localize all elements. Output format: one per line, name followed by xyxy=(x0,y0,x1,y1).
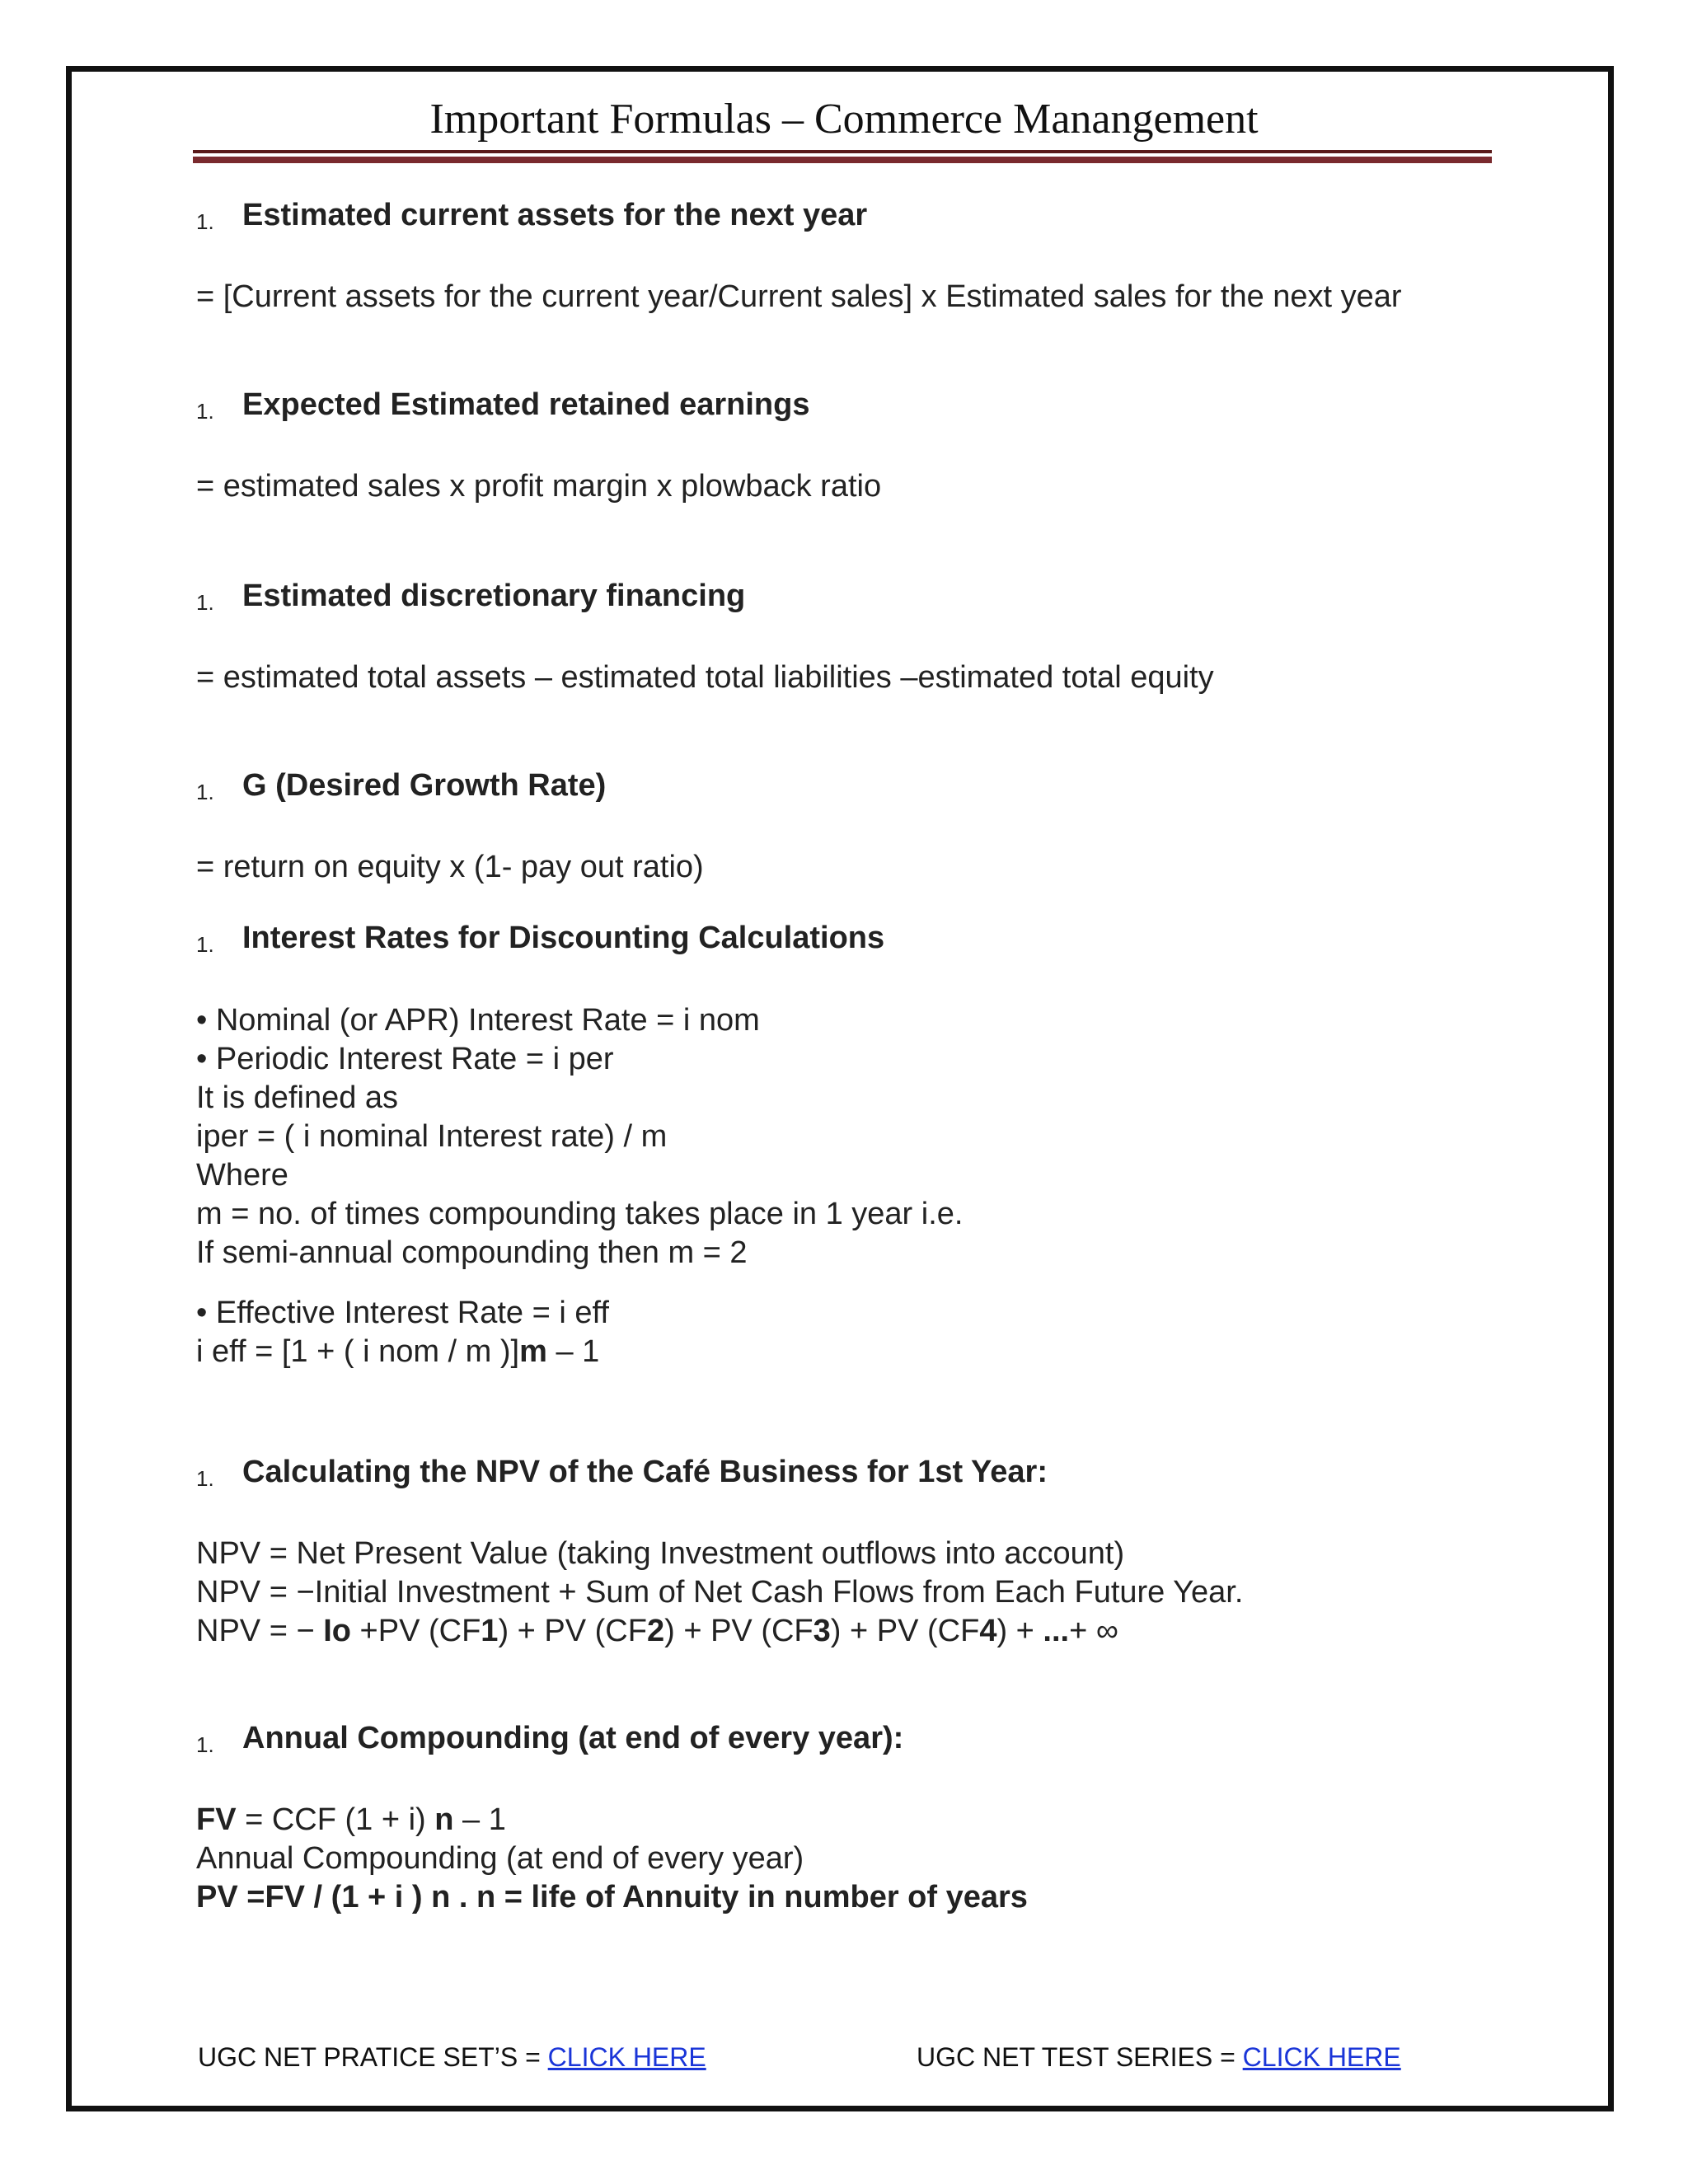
formula-part: – 1 xyxy=(546,1334,600,1369)
practice-sets-link[interactable]: CLICK HERE xyxy=(547,2042,706,2072)
text-line: • Effective Interest Rate = i eff xyxy=(196,1296,609,1330)
section-number: 1. xyxy=(196,932,214,957)
section-heading: Expected Estimated retained earnings xyxy=(242,387,810,422)
formula-part: + ∞ xyxy=(1069,1614,1118,1648)
section-number: 1. xyxy=(196,590,214,615)
formula-part-bold: ... xyxy=(1043,1614,1070,1648)
formula-part-bold: 3 xyxy=(813,1614,831,1648)
formula-part: ) + PV (CF xyxy=(664,1614,814,1648)
formula-effective-rate xyxy=(196,1333,609,1371)
formula-part: +PV (CF xyxy=(350,1614,481,1648)
section-number: 1. xyxy=(196,399,214,424)
section-heading: Interest Rates for Discounting Calculations xyxy=(242,921,885,955)
formula-part: = CCF (1 + i) xyxy=(236,1802,435,1837)
footer-label: UGC NET PRATICE SET’S = xyxy=(198,2042,548,2072)
effective-rate-lines xyxy=(196,1294,609,1371)
formula-part: NPV = − xyxy=(196,1614,324,1648)
formula: = [Current assets for the current year/Current sales] x Estimated sales for the next year xyxy=(196,279,1402,314)
text-line: iper = ( i nominal Interest rate) / m xyxy=(196,1119,668,1154)
formula-part-bold: Io xyxy=(323,1614,351,1648)
section-heading: Estimated discretionary financing xyxy=(242,579,746,613)
title-underline-thick xyxy=(193,157,1492,163)
interest-rate-lines xyxy=(196,1001,963,1272)
formula-part-bold: FV xyxy=(196,1802,237,1837)
text-line: NPV = −Initial Investment + Sum of Net Cash Flows from Each Future Year. xyxy=(196,1575,1244,1610)
section-number: 1. xyxy=(196,1466,214,1491)
formula-part-bold: 2 xyxy=(646,1614,665,1648)
formula-part: ) + PV (CF xyxy=(830,1614,980,1648)
formula-part: i eff = [1 + ( i nom / m )] xyxy=(196,1334,520,1369)
section-heading: Estimated current assets for the next year xyxy=(242,198,868,232)
compounding-lines xyxy=(196,1801,1028,1917)
formula-part-bold: n xyxy=(434,1802,454,1837)
footer-practice-sets xyxy=(198,2042,706,2073)
pv-formula: PV =FV / (1 + i ) n . n = life of Annuity in number of years xyxy=(196,1880,1028,1915)
formula: = estimated sales x profit margin x plowback ratio xyxy=(196,469,882,504)
title-underline-thin xyxy=(193,150,1492,153)
section-heading: G (Desired Growth Rate) xyxy=(242,768,607,803)
footer-test-series xyxy=(917,2042,1401,2073)
formula-part-bold: m xyxy=(519,1334,547,1369)
formula: = return on equity x (1- pay out ratio) xyxy=(196,850,704,884)
formula: = estimated total assets – estimated total liabilities –estimated total equity xyxy=(196,660,1214,695)
text-line: • Periodic Interest Rate = i per xyxy=(196,1042,614,1076)
formula-part: ) + xyxy=(996,1614,1043,1648)
formula-part-bold: 4 xyxy=(979,1614,997,1648)
section-heading: Annual Compounding (at end of every year): xyxy=(242,1721,904,1755)
text-line: Annual Compounding (at end of every year) xyxy=(196,1841,804,1876)
text-line: • Nominal (or APR) Interest Rate = i nom xyxy=(196,1003,760,1038)
text-line: It is defined as xyxy=(196,1080,399,1115)
npv-lines xyxy=(196,1535,1243,1651)
formula-part: ) + PV (CF xyxy=(498,1614,647,1648)
text-line: Where xyxy=(196,1158,288,1193)
section-number: 1. xyxy=(196,1732,214,1757)
test-series-link[interactable]: CLICK HERE xyxy=(1242,2042,1401,2072)
formula-part: – 1 xyxy=(453,1802,506,1837)
text-line: If semi-annual compounding then m = 2 xyxy=(196,1235,748,1270)
text-line: m = no. of times compounding takes place in 1 year i.e. xyxy=(196,1197,964,1231)
formula-part-bold: 1 xyxy=(481,1614,499,1648)
text-line: NPV = Net Present Value (taking Investment outflows into account) xyxy=(196,1536,1125,1571)
section-number: 1. xyxy=(196,780,214,804)
npv-formula xyxy=(196,1612,1243,1651)
section-number: 1. xyxy=(196,209,214,234)
fv-formula xyxy=(196,1801,1028,1840)
section-heading: Calculating the NPV of the Café Business for 1st Year: xyxy=(242,1455,1048,1489)
footer-label: UGC NET TEST SERIES = xyxy=(917,2042,1243,2072)
page-title: Important Formulas – Commerce Manangement xyxy=(429,96,1259,143)
